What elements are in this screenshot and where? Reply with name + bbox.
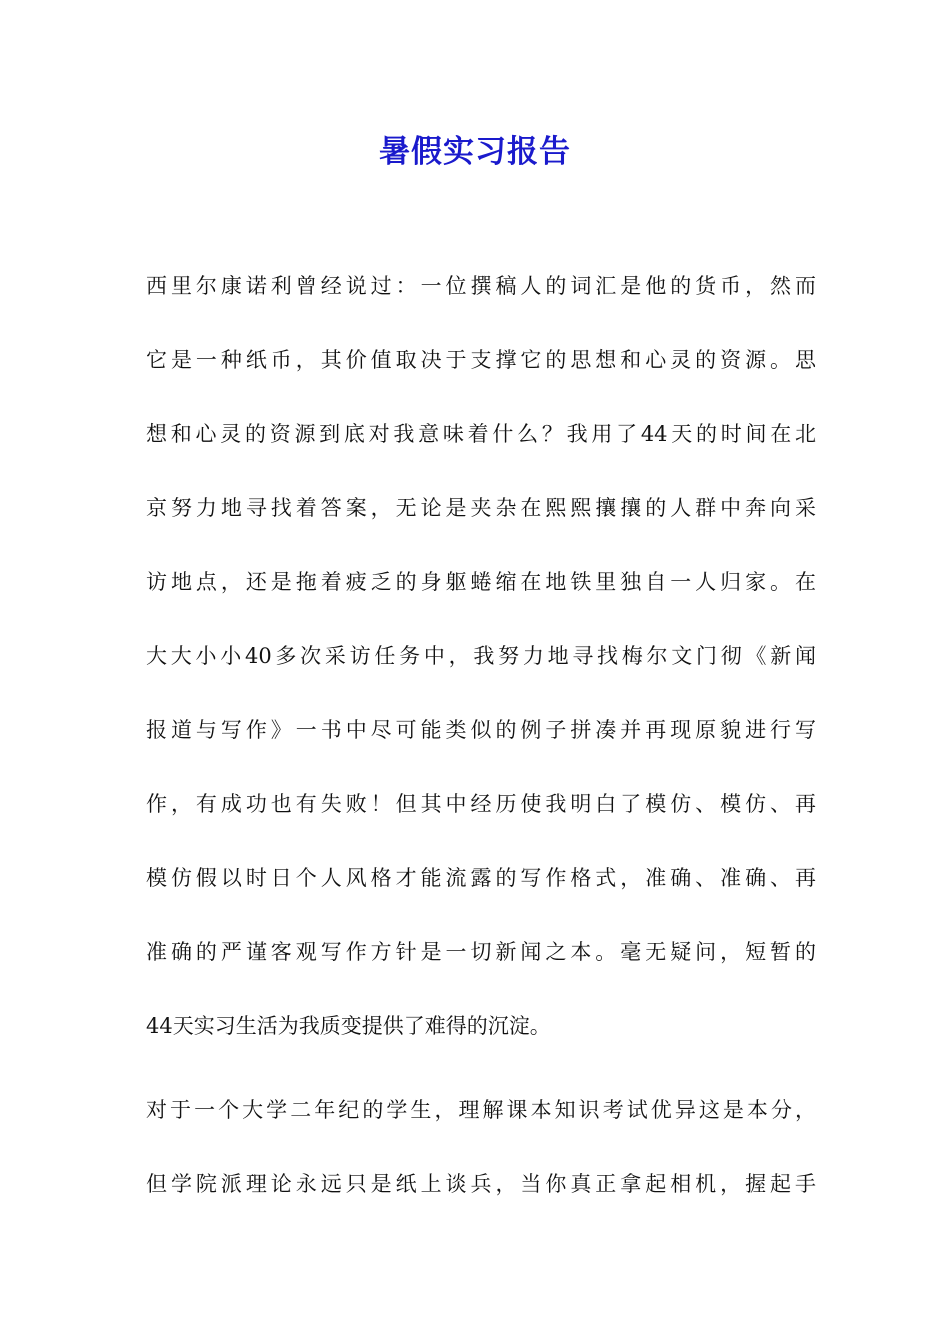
paragraph-line: 访地点，还是拖着疲乏的身躯蜷缩在地铁里独自一人归家。在 bbox=[146, 570, 816, 594]
paragraph-line: 对于一个大学二年纪的学生，理解课本知识考试优异这是本分， bbox=[146, 1098, 816, 1122]
paragraph-line: 44天实习生活为我质变提供了难得的沉淀。 bbox=[146, 1014, 551, 1038]
paragraph-line: 准确的严谨客观写作方针是一切新闻之本。毫无疑问，短暂的 bbox=[146, 940, 816, 964]
paragraph-1 bbox=[146, 266, 816, 1080]
paragraph-2 bbox=[146, 1090, 816, 1238]
paragraph-line: 报道与写作》一书中尽可能类似的例子拼凑并再现原貌进行写 bbox=[146, 718, 816, 742]
paragraph-line: 作，有成功也有失败！但其中经历使我明白了模仿、模仿、再 bbox=[146, 792, 816, 816]
paragraph-line: 模仿假以时日个人风格才能流露的写作格式，准确、准确、再 bbox=[146, 866, 816, 890]
paragraph-line: 大大小小40多次采访任务中，我努力地寻找梅尔文门彻《新闻 bbox=[146, 644, 816, 668]
paragraph-line: 京努力地寻找着答案，无论是夹杂在熙熙攘攘的人群中奔向采 bbox=[146, 496, 816, 520]
paragraph-line: 西里尔康诺利曾经说过：一位撰稿人的词汇是他的货币，然而 bbox=[146, 274, 816, 298]
paragraph-line: 它是一种纸币，其价值取决于支撑它的思想和心灵的资源。思 bbox=[146, 348, 816, 372]
paragraph-line: 想和心灵的资源到底对我意味着什么？我用了44天的时间在北 bbox=[146, 422, 816, 446]
paragraph-line: 但学院派理论永远只是纸上谈兵，当你真正拿起相机，握起手 bbox=[146, 1172, 816, 1196]
document-title: 暑假实习报告 bbox=[379, 134, 571, 170]
